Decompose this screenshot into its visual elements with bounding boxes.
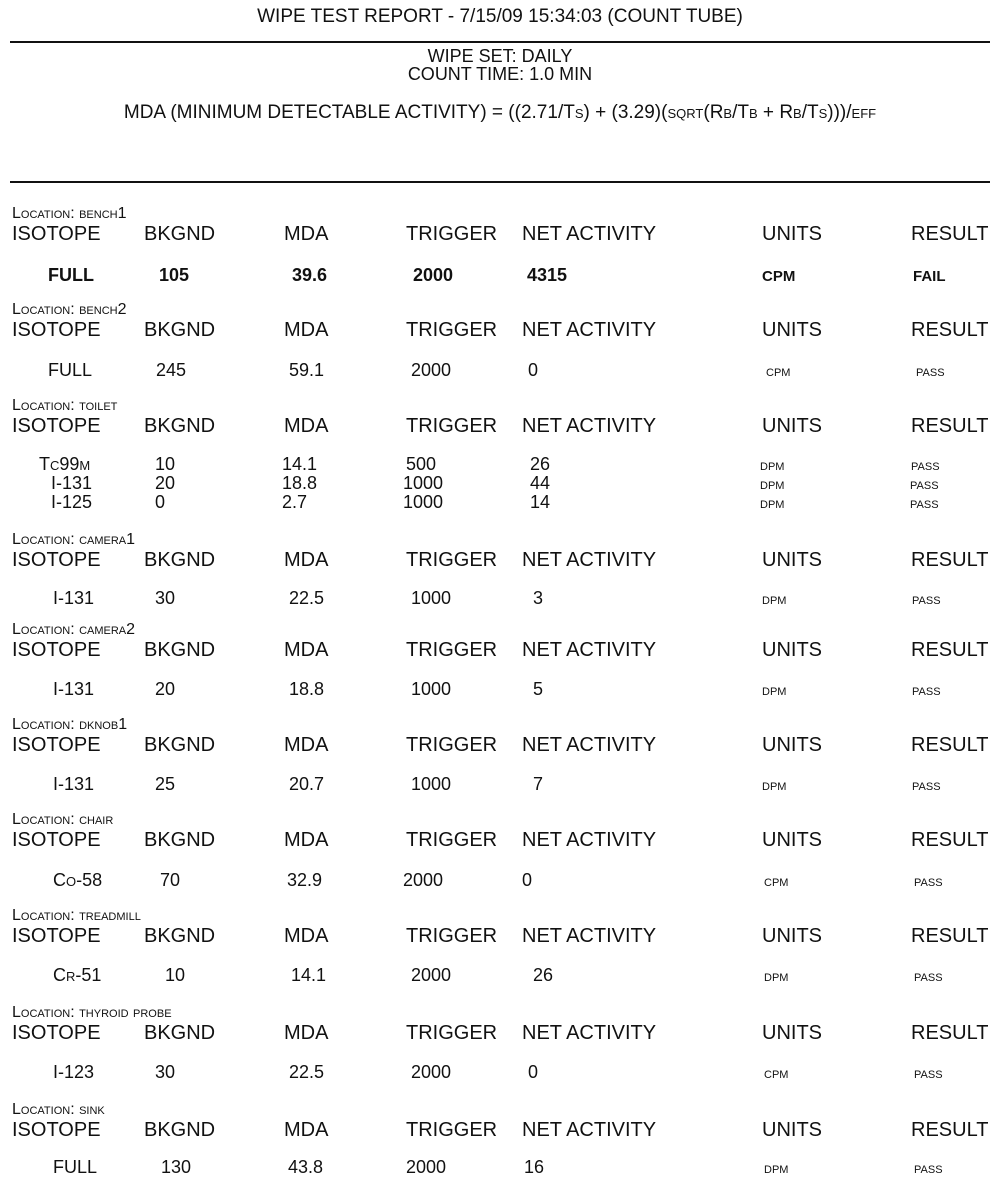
cell-isotope: FULL: [48, 360, 93, 380]
mda-formula: MDA (MINIMUM DETECTABLE ACTIVITY) = ((2.71/Ts) + (3.29)(sqrt(Rb/Tb + Rb/Ts)))/eff: [123, 102, 877, 123]
header-trigger: TRIGGER: [406, 734, 498, 756]
header-isotope: ISOTOPE: [12, 223, 101, 245]
cell-mda: 18.8: [289, 679, 325, 699]
cell-isotope: Co-58: [53, 870, 103, 890]
header-units: UNITS: [762, 415, 822, 437]
cell-net-activity: 7: [533, 774, 544, 794]
cell-bkgnd: 20: [155, 679, 176, 699]
cell-mda: 20.7: [289, 774, 325, 794]
header-mda: MDA: [284, 319, 329, 341]
cell-mda: 14.1: [282, 454, 318, 474]
cell-net-activity: 44: [530, 473, 551, 493]
cell-units: dpm: [762, 591, 787, 608]
header-trigger: TRIGGER: [406, 829, 498, 851]
cell-result: pass: [912, 591, 941, 608]
header-net-activity: NET ACTIVITY: [522, 734, 657, 756]
header-bkgnd: BKGND: [144, 925, 216, 947]
cell-units: cpm: [766, 363, 791, 380]
cell-units: CPM: [762, 268, 796, 285]
cell-result: pass: [912, 682, 941, 699]
cell-bkgnd: 70: [160, 870, 181, 890]
header-mda: MDA: [284, 1119, 329, 1141]
cell-net-activity: 5: [533, 679, 544, 699]
header-isotope: ISOTOPE: [12, 734, 101, 756]
cell-bkgnd: 25: [155, 774, 176, 794]
cell-result: pass: [910, 476, 939, 493]
cell-trigger: 2000: [406, 1157, 447, 1177]
header-trigger: TRIGGER: [406, 1022, 498, 1044]
cell-units: dpm: [764, 1160, 789, 1177]
header-units: UNITS: [762, 639, 822, 661]
cell-isotope: I-131: [53, 679, 95, 699]
cell-net-activity: 16: [524, 1157, 545, 1177]
cell-result: pass: [912, 777, 941, 794]
cell-net-activity: 0: [528, 1062, 539, 1082]
cell-result: pass: [914, 1160, 943, 1177]
cell-isotope: Cr-51: [53, 965, 102, 985]
header-result: RESULT: [911, 734, 989, 756]
location-label: Location: thyroid probe: [12, 1004, 172, 1021]
cell-mda: 18.8: [282, 473, 318, 493]
cell-mda: 32.9: [287, 870, 323, 890]
divider-header: [10, 181, 990, 183]
header-isotope: ISOTOPE: [12, 925, 101, 947]
header-isotope: ISOTOPE: [12, 319, 101, 341]
header-result: RESULT: [911, 223, 989, 245]
header-mda: MDA: [284, 639, 329, 661]
header-mda: MDA: [284, 415, 329, 437]
count-time: COUNT TIME: 1.0 MIN: [407, 64, 593, 84]
cell-net-activity: 3: [533, 588, 544, 608]
header-mda: MDA: [284, 734, 329, 756]
cell-bkgnd: 105: [159, 265, 190, 285]
cell-net-activity: 0: [528, 360, 539, 380]
header-net-activity: NET ACTIVITY: [522, 829, 657, 851]
header-result: RESULT: [911, 639, 989, 661]
cell-bkgnd: 245: [156, 360, 187, 380]
header-result: RESULT: [911, 829, 989, 851]
location-label: Location: camera1: [12, 531, 136, 548]
cell-bkgnd: 30: [155, 1062, 176, 1082]
header-net-activity: NET ACTIVITY: [522, 1119, 657, 1141]
header-bkgnd: BKGND: [144, 734, 216, 756]
cell-units: dpm: [760, 476, 785, 493]
cell-mda: 22.5: [289, 588, 325, 608]
header-result: RESULT: [911, 415, 989, 437]
header-trigger: TRIGGER: [406, 223, 498, 245]
header-bkgnd: BKGND: [144, 829, 216, 851]
cell-bkgnd: 10: [155, 454, 176, 474]
cell-mda: 43.8: [288, 1157, 324, 1177]
cell-result: pass: [911, 457, 940, 474]
header-result: RESULT: [911, 1022, 989, 1044]
cell-bkgnd: 0: [155, 492, 166, 512]
cell-units: dpm: [762, 777, 787, 794]
header-trigger: TRIGGER: [406, 925, 498, 947]
location-label: Location: sink: [12, 1101, 105, 1118]
header-net-activity: NET ACTIVITY: [522, 415, 657, 437]
header-isotope: ISOTOPE: [12, 549, 101, 571]
header-isotope: ISOTOPE: [12, 829, 101, 851]
location-label: Location: bench1: [12, 205, 127, 222]
cell-trigger: 1000: [411, 679, 452, 699]
cell-isotope: FULL: [53, 1157, 98, 1177]
header-bkgnd: BKGND: [144, 639, 216, 661]
header-net-activity: NET ACTIVITY: [522, 549, 657, 571]
header-bkgnd: BKGND: [144, 415, 216, 437]
location-label: Location: camera2: [12, 621, 136, 638]
header-units: UNITS: [762, 319, 822, 341]
header-isotope: ISOTOPE: [12, 639, 101, 661]
cell-units: cpm: [764, 1065, 789, 1082]
header-result: RESULT: [911, 549, 989, 571]
header-net-activity: NET ACTIVITY: [522, 319, 657, 341]
location-label: Location: dknob1: [12, 716, 128, 733]
header-bkgnd: BKGND: [144, 223, 216, 245]
header-mda: MDA: [284, 829, 329, 851]
header-units: UNITS: [762, 925, 822, 947]
header-units: UNITS: [762, 734, 822, 756]
cell-net-activity: 26: [530, 454, 551, 474]
cell-mda: 2.7: [282, 492, 308, 512]
cell-result: pass: [916, 363, 945, 380]
cell-net-activity: 0: [522, 870, 533, 890]
header-units: UNITS: [762, 223, 822, 245]
cell-mda: 22.5: [289, 1062, 325, 1082]
header-bkgnd: BKGND: [144, 549, 216, 571]
cell-net-activity: 14: [530, 492, 551, 512]
header-bkgnd: BKGND: [144, 1022, 216, 1044]
cell-result: pass: [914, 873, 943, 890]
cell-result: pass: [914, 968, 943, 985]
cell-trigger: 2000: [413, 265, 454, 285]
location-label: Location: bench2: [12, 301, 127, 318]
header-isotope: ISOTOPE: [12, 1119, 101, 1141]
header-trigger: TRIGGER: [406, 415, 498, 437]
cell-trigger: 2000: [411, 360, 452, 380]
cell-trigger: 2000: [411, 965, 452, 985]
header-result: RESULT: [911, 925, 989, 947]
cell-mda: 14.1: [291, 965, 327, 985]
cell-units: dpm: [760, 457, 785, 474]
cell-bkgnd: 10: [165, 965, 186, 985]
cell-mda: 39.6: [292, 265, 328, 285]
cell-result: pass: [910, 495, 939, 512]
location-label: Location: treadmill: [12, 907, 141, 924]
cell-trigger: 500: [406, 454, 437, 474]
cell-isotope: I-131: [51, 473, 93, 493]
cell-isotope: FULL: [48, 265, 94, 285]
cell-bkgnd: 30: [155, 588, 176, 608]
header-units: UNITS: [762, 1022, 822, 1044]
cell-isotope: I-131: [53, 774, 95, 794]
cell-mda: 59.1: [289, 360, 325, 380]
cell-units: dpm: [764, 968, 789, 985]
header-net-activity: NET ACTIVITY: [522, 639, 657, 661]
header-units: UNITS: [762, 1119, 822, 1141]
location-label: Location: chair: [12, 811, 114, 828]
header-net-activity: NET ACTIVITY: [522, 223, 657, 245]
cell-isotope: Tc99m: [39, 454, 91, 474]
cell-result: pass: [914, 1065, 943, 1082]
cell-trigger: 1000: [411, 588, 452, 608]
header-mda: MDA: [284, 1022, 329, 1044]
location-label: Location: toilet: [12, 397, 118, 414]
header-result: RESULT: [911, 319, 989, 341]
header-mda: MDA: [284, 549, 329, 571]
header-mda: MDA: [284, 925, 329, 947]
header-mda: MDA: [284, 223, 329, 245]
cell-units: cpm: [764, 873, 789, 890]
cell-trigger: 2000: [411, 1062, 452, 1082]
cell-trigger: 1000: [403, 492, 444, 512]
header-bkgnd: BKGND: [144, 319, 216, 341]
header-result: RESULT: [911, 1119, 989, 1141]
cell-isotope: I-123: [53, 1062, 95, 1082]
header-isotope: ISOTOPE: [12, 415, 101, 437]
cell-result: FAIL: [913, 268, 946, 285]
header-bkgnd: BKGND: [144, 1119, 216, 1141]
header-trigger: TRIGGER: [406, 639, 498, 661]
header-isotope: ISOTOPE: [12, 1022, 101, 1044]
divider-top: [10, 41, 990, 43]
cell-bkgnd: 130: [161, 1157, 192, 1177]
header-trigger: TRIGGER: [406, 319, 498, 341]
header-units: UNITS: [762, 549, 822, 571]
header-trigger: TRIGGER: [406, 1119, 498, 1141]
cell-bkgnd: 20: [155, 473, 176, 493]
wipe-set: WIPE SET: DAILY: [427, 46, 573, 66]
cell-units: dpm: [762, 682, 787, 699]
cell-units: dpm: [760, 495, 785, 512]
header-net-activity: NET ACTIVITY: [522, 925, 657, 947]
cell-isotope: I-125: [51, 492, 93, 512]
cell-isotope: I-131: [53, 588, 95, 608]
header-units: UNITS: [762, 829, 822, 851]
cell-net-activity: 26: [533, 965, 554, 985]
cell-trigger: 2000: [403, 870, 444, 890]
cell-net-activity: 4315: [527, 265, 568, 285]
header-trigger: TRIGGER: [406, 549, 498, 571]
cell-trigger: 1000: [403, 473, 444, 493]
cell-trigger: 1000: [411, 774, 452, 794]
report-title: WIPE TEST REPORT - 7/15/09 15:34:03 (COUNT TUBE): [257, 6, 743, 27]
header-net-activity: NET ACTIVITY: [522, 1022, 657, 1044]
